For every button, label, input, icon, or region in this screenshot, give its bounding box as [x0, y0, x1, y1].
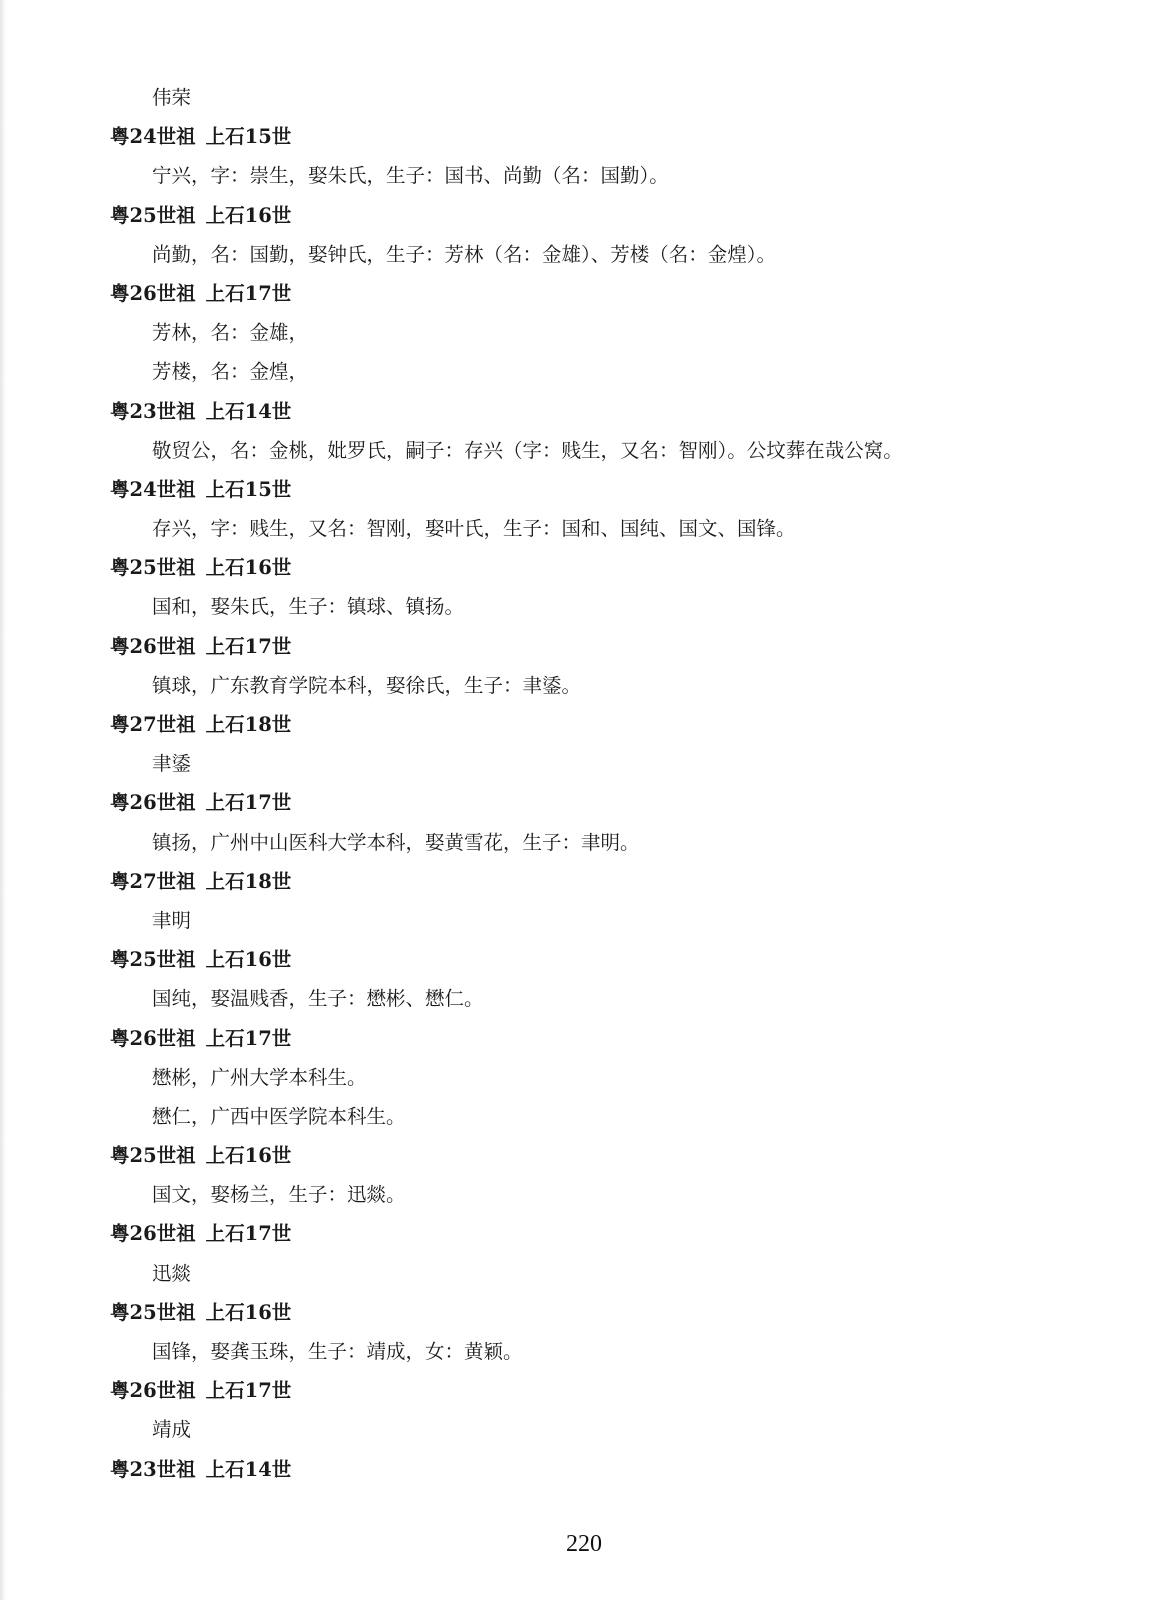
yue-generation: 粤26世祖	[110, 791, 196, 815]
entry-line	[0, 156, 1168, 195]
yue-generation: 粤23世祖	[110, 1457, 196, 1481]
shangshi-generation: 上石14世	[205, 399, 292, 423]
generation-heading	[0, 1136, 1168, 1175]
entry-text: 国文，娶杨兰，生子：迅燚。	[152, 1183, 406, 1207]
yue-generation: 粤24世祖	[110, 125, 196, 149]
shangshi-generation: 上石16世	[205, 1144, 292, 1168]
shangshi-generation: 上石16世	[205, 203, 292, 227]
generation-heading	[0, 862, 1168, 901]
entry-line	[0, 78, 1168, 117]
entry-line	[0, 1058, 1168, 1097]
yue-generation: 粤24世祖	[110, 477, 196, 501]
entry-text: 镇球，广东教育学院本科，娶徐氏，生子：聿鋈。	[152, 673, 582, 697]
generation-heading	[0, 470, 1168, 509]
generation-heading	[0, 117, 1168, 156]
entry-text: 宁兴，字：崇生，娶朱氏，生子：国书、尚勤（名：国勤）。	[152, 164, 669, 188]
yue-generation: 粤25世祖	[110, 203, 196, 227]
entry-line	[0, 352, 1168, 391]
yue-generation: 粤25世祖	[110, 1300, 196, 1324]
shangshi-generation: 上石17世	[205, 1222, 292, 1246]
yue-generation: 粤26世祖	[110, 281, 196, 305]
entry-line	[0, 235, 1168, 274]
genealogy-text-block	[0, 78, 1168, 1489]
shangshi-generation: 上石18世	[205, 869, 292, 893]
entry-line	[0, 1097, 1168, 1136]
shangshi-generation: 上石17世	[205, 634, 292, 658]
entry-text: 聿明	[152, 908, 192, 932]
shangshi-generation: 上石17世	[205, 1379, 292, 1403]
entry-text: 敬贸公，名：金桃，妣罗氏，嗣子：存兴（字：贱生，又名：智刚）。公坟葬在哉公窝。	[152, 438, 903, 462]
yue-generation: 粤23世祖	[110, 399, 196, 423]
generation-heading	[0, 940, 1168, 979]
entry-line	[0, 979, 1168, 1018]
entry-line	[0, 1175, 1168, 1214]
generation-heading	[0, 1019, 1168, 1058]
yue-generation: 粤27世祖	[110, 713, 196, 736]
entry-line	[0, 901, 1168, 940]
generation-heading	[0, 1214, 1168, 1253]
generation-heading	[0, 274, 1168, 313]
shangshi-generation: 上石15世	[205, 125, 292, 149]
generation-heading	[0, 627, 1168, 666]
shangshi-generation: 上石16世	[205, 1300, 292, 1324]
entry-line	[0, 1254, 1168, 1293]
generation-heading	[0, 1450, 1168, 1489]
entry-text: 迅燚	[152, 1261, 192, 1285]
yue-generation: 粤26世祖	[110, 634, 196, 658]
shangshi-generation: 上石15世	[205, 477, 292, 501]
entry-line	[0, 1410, 1168, 1449]
shangshi-generation: 上石17世	[205, 1026, 292, 1050]
entry-text: 靖成	[152, 1418, 192, 1442]
yue-generation: 粤27世祖	[110, 869, 196, 893]
entry-text: 聿鋈	[152, 752, 192, 776]
entry-text: 存兴，字：贱生，又名：智刚，娶叶氏，生子：国和、国纯、国文、国锋。	[152, 517, 796, 541]
entry-line	[0, 666, 1168, 705]
generation-heading	[0, 1371, 1168, 1410]
entry-text: 芳楼，名：金煌，	[152, 360, 309, 384]
shangshi-generation: 上石16世	[205, 948, 292, 972]
entry-text: 懋彬，广州大学本科生。	[152, 1065, 367, 1089]
entry-line	[0, 509, 1168, 548]
generation-heading	[0, 705, 1168, 744]
entry-line	[0, 1332, 1168, 1371]
entry-line	[0, 587, 1168, 626]
entry-text: 芳林，名：金雄，	[152, 321, 309, 345]
entry-text: 国纯，娶温贱香，生子：懋彬、懋仁。	[152, 987, 484, 1011]
generation-heading	[0, 1293, 1168, 1332]
shangshi-generation: 上石17世	[205, 281, 292, 305]
entry-text: 国和，娶朱氏，生子：镇球、镇扬。	[152, 595, 465, 619]
generation-heading	[0, 783, 1168, 822]
entry-text: 国锋，娶龚玉珠，生子：靖成，女：黄颖。	[152, 1340, 523, 1363]
entry-text: 镇扬，广州中山医科大学本科，娶黄雪花，生子：聿明。	[152, 830, 640, 854]
generation-heading	[0, 196, 1168, 235]
yue-generation: 粤26世祖	[110, 1222, 196, 1246]
yue-generation: 粤26世祖	[110, 1026, 196, 1050]
yue-generation: 粤26世祖	[110, 1379, 196, 1403]
page-number: 220	[566, 1531, 602, 1557]
shangshi-generation: 上石16世	[205, 556, 292, 580]
shangshi-generation: 上石17世	[205, 791, 292, 815]
entry-line	[0, 313, 1168, 352]
shangshi-generation: 上石18世	[205, 713, 292, 736]
shangshi-generation: 上石14世	[205, 1457, 292, 1481]
entry-text: 伟荣	[152, 86, 192, 109]
entry-line	[0, 431, 1168, 470]
entry-text: 尚勤，名：国勤，娶钟氏，生子：芳林（名：金雄）、芳楼（名：金煌）。	[152, 242, 777, 266]
yue-generation: 粤25世祖	[110, 556, 196, 580]
yue-generation: 粤25世祖	[110, 948, 196, 972]
entry-line	[0, 744, 1168, 783]
entry-text: 懋仁，广西中医学院本科生。	[152, 1104, 406, 1128]
generation-heading	[0, 392, 1168, 431]
entry-line	[0, 823, 1168, 862]
yue-generation: 粤25世祖	[110, 1144, 196, 1168]
generation-heading	[0, 548, 1168, 587]
